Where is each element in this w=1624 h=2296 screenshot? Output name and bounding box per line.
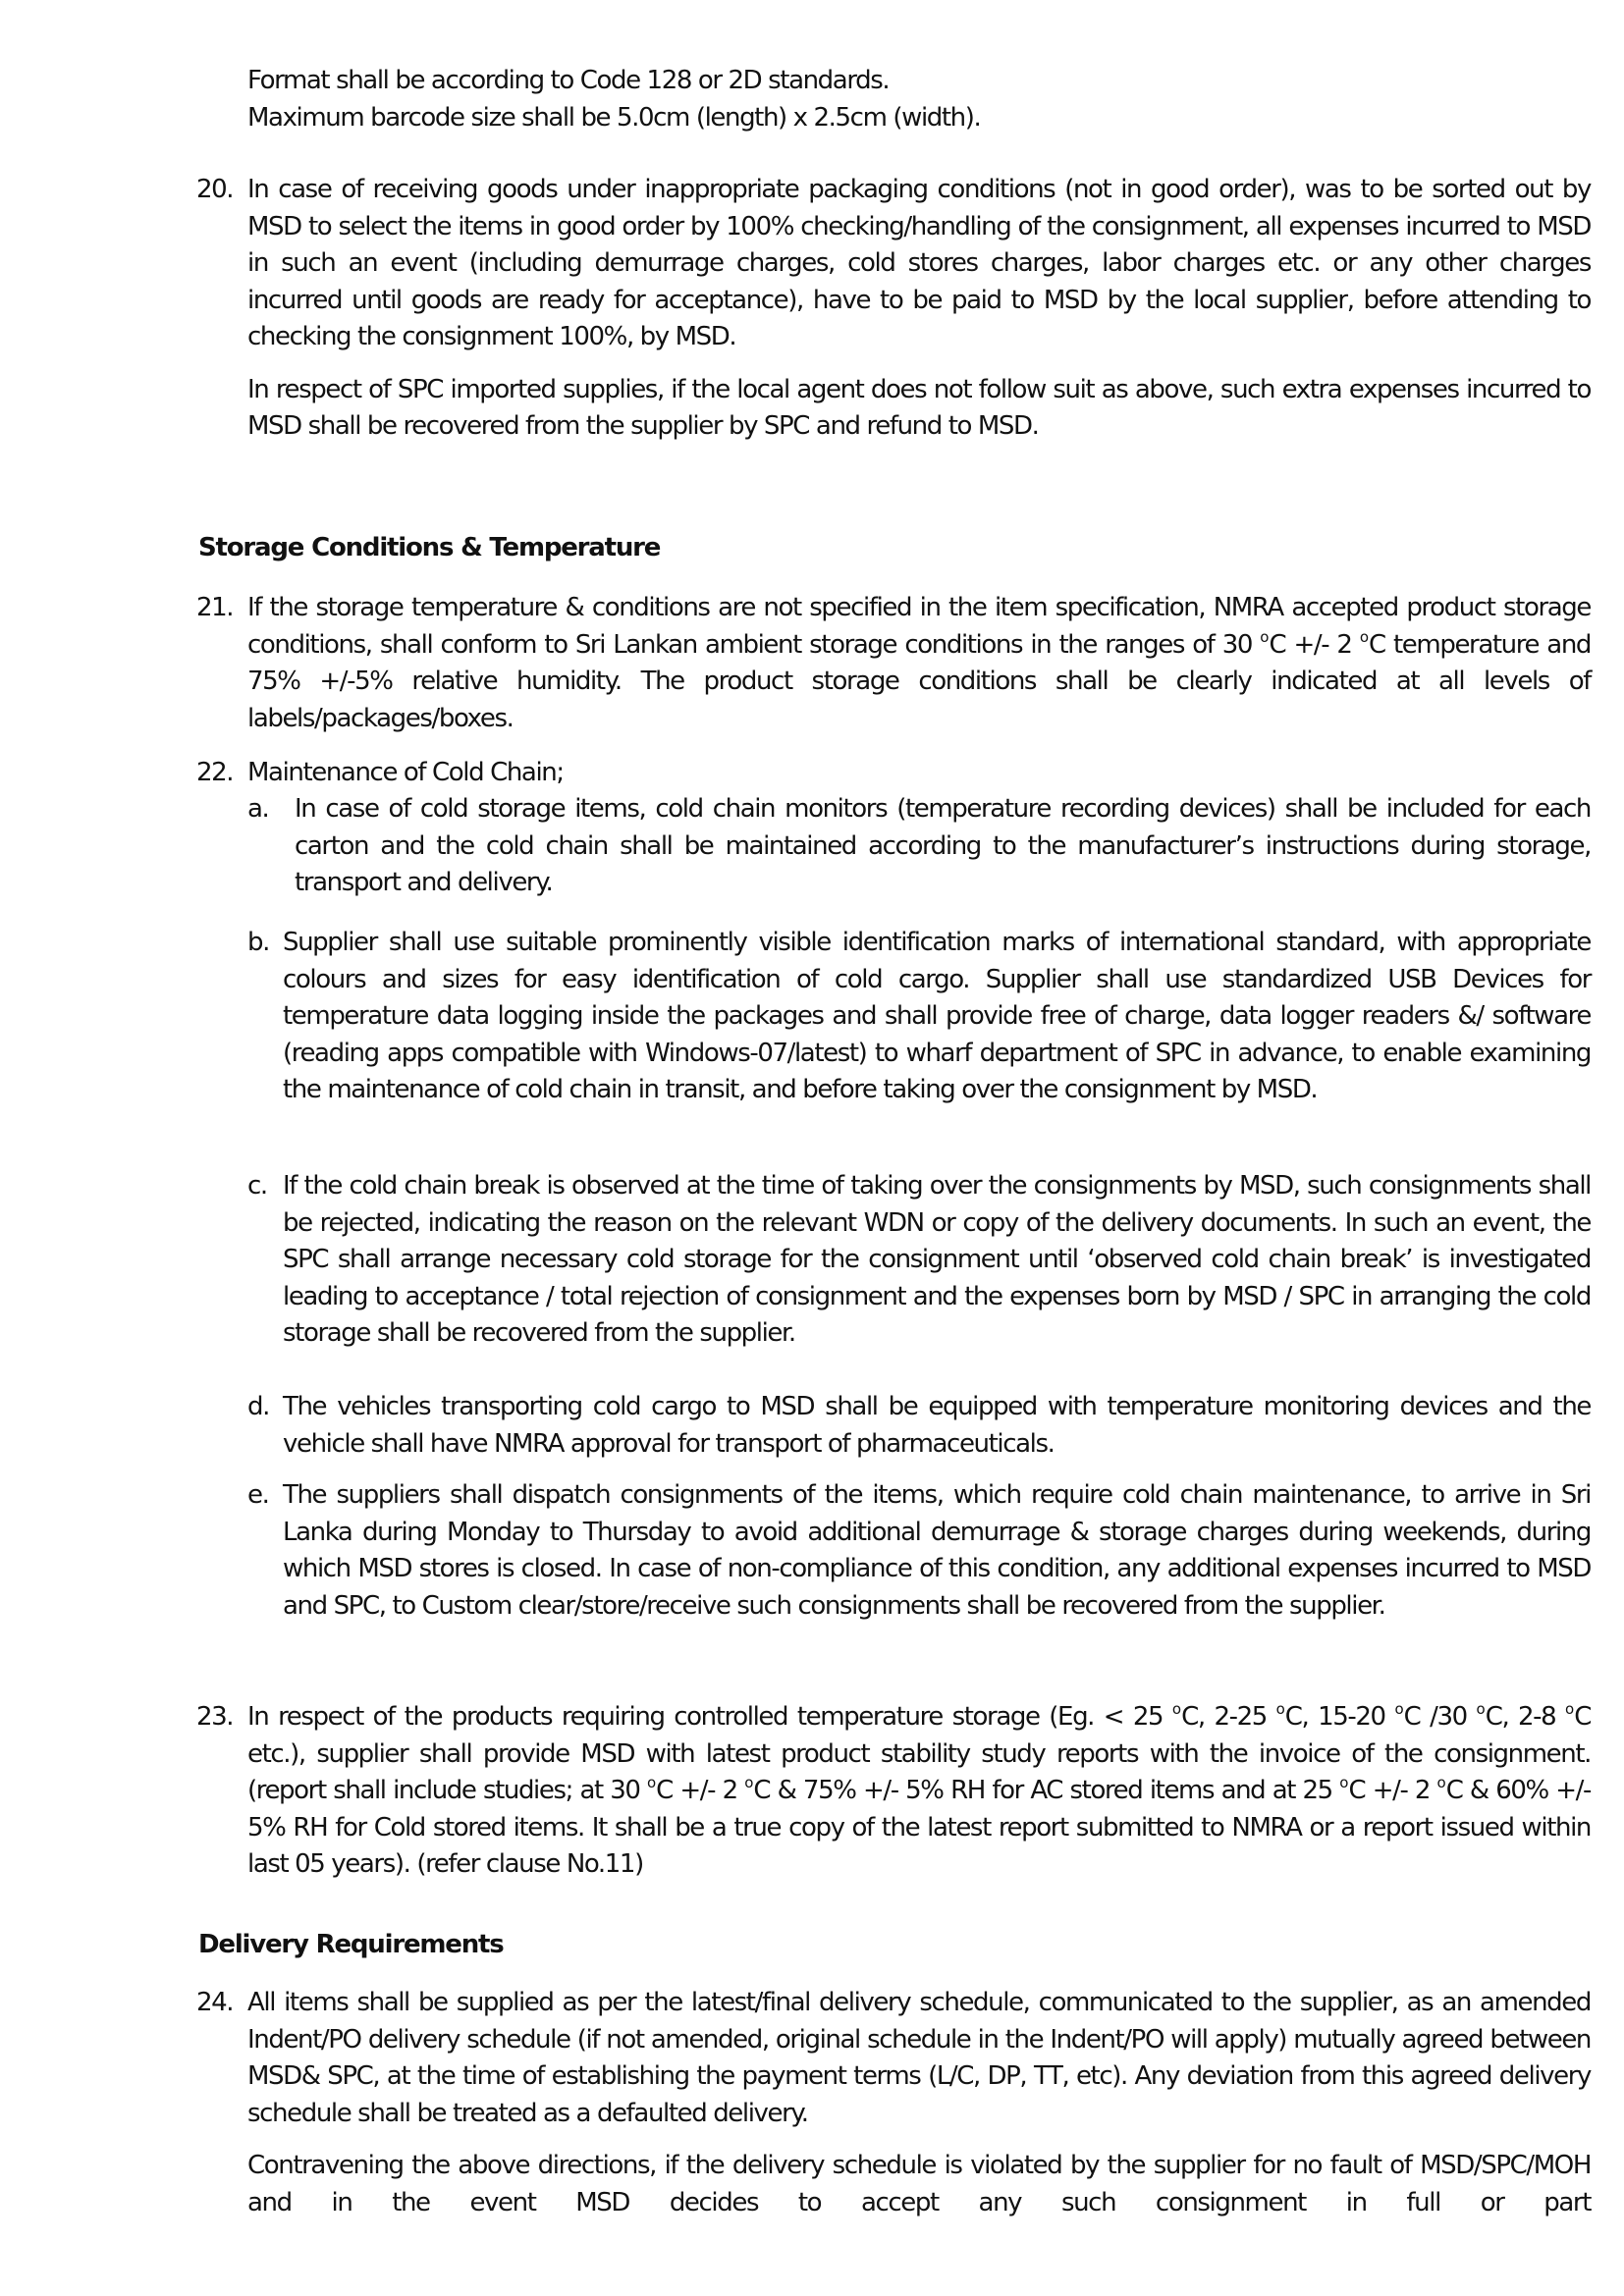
- text-segment: C etc.), supplier shall provide MSD with latest product stability study reports with the invoice of the consignment.(report shall include studies; at 30: [247, 1702, 1591, 1805]
- text-segment: C +/- 2: [1348, 1776, 1437, 1805]
- clause-22-item-e: [247, 1477, 1591, 1625]
- clause-24-text: All items shall be supplied as per the latest/final delivery schedule, communicated to the supplier, as an amended Indent/PO delivery schedule (if not amended, original schedule in the Indent/PO will apply) mutually agreed between MSD& SPC, at the time of establishing the payment terms (L/C, DP, TT, etc). Any deviation from this agreed delivery schedule shall be treated as a defaulted delivery.: [247, 1988, 1591, 2128]
- clause-21-text: [247, 590, 1591, 737]
- item-letter: e.: [247, 1480, 269, 1510]
- clause-22-item-c: [247, 1168, 1591, 1353]
- text-segment: C +/- 2: [1269, 629, 1360, 660]
- clause-number: 22.: [196, 758, 234, 787]
- clause-number: 21.: [196, 593, 234, 622]
- text-segment: C, 2-25: [1181, 1702, 1276, 1732]
- barcode-format-text: [247, 63, 1591, 136]
- text-segment: C & 75% +/- 5% RH for AC stored items and at 25: [753, 1776, 1340, 1805]
- degree-symbol: o: [1476, 1700, 1486, 1718]
- item-text: The vehicles transporting cold cargo to MSD shall be equipped with temperature monitoring devices and the vehicle shall have NMRA approval for transport of pharmaceuticals.: [283, 1392, 1591, 1459]
- text-segment: C temperature and 75% +/-5% relative humidity. The product storage conditions shall be clearly indicated at all levels of labels/packages/boxes.: [247, 629, 1592, 733]
- clause-24: [196, 1985, 1591, 2221]
- item-text: Supplier shall use suitable prominently visible identification marks of international standard, with appropriate colours and sizes for easy identification of cold cargo. Supplier shall use standardized USB Devices for temperature data logging inside the packages and shall provide free of charge, data logger readers &/ software (reading apps compatible with Windows-07/latest) to wharf department of SPC in advance, to enable examining the maintenance of cold chain in transit, and before taking over the consignment by MSD.: [283, 928, 1591, 1104]
- text-segment: If the storage temperature & conditions are not specified in the item specification, NMRA accepted product storage conditions, shall conform to Sri Lankan ambient storage conditions in the ranges of 30: [247, 593, 1591, 660]
- clause-20-text: In case of receiving goods under inappropriate packaging conditions (not in good order), was to be sorted out by MSD to select the items in good order by 100% checking/handling of the consignment, all expenses incurred to MSD in such an event (including demurrage charges, cold stores charges, labor charges etc. or any other charges incurred until goods are ready for acceptance), have to be paid to MSD by the local supplier, before attending to checking the consignment 100%, by MSD.: [247, 175, 1591, 351]
- clause-number: 24.: [196, 1988, 234, 2017]
- item-letter: b.: [247, 928, 269, 957]
- barcode-format-line: Format shall be according to Code 128 or 2D standards.: [247, 66, 890, 95]
- clause-20: [196, 172, 1591, 446]
- degree-symbol: o: [744, 1774, 754, 1791]
- clause-22-item-d: [247, 1389, 1591, 1463]
- item-text: The suppliers shall dispatch consignments of the items, which require cold chain maintenance, to arrive in Sri Lanka during Monday to Thursday to avoid additional demurrage & storage charges during weekends, during which MSD stores is closed. In case of non-compliance of this condition, any additional expenses incurred to MSD and SPC, to Custom clear/store/receive such consignments shall be recovered from the supplier.: [283, 1480, 1591, 1621]
- degree-symbol: o: [1359, 627, 1370, 646]
- clause-22-item-a: [247, 791, 1591, 902]
- item-letter: a.: [247, 794, 269, 824]
- text-segment: C & 60% +/- 5% RH for Cold stored items. It shall be a true copy of the latest report submitted to NMRA or a report issued within last 05 years). (refer clause No.11): [247, 1776, 1592, 1879]
- degree-symbol: o: [646, 1774, 657, 1791]
- clause-22-title: Maintenance of Cold Chain;: [247, 758, 564, 787]
- degree-symbol: o: [1394, 1700, 1404, 1718]
- clause-23-text: [247, 1699, 1591, 1884]
- text-segment: C /30: [1403, 1702, 1477, 1732]
- degree-symbol: o: [1171, 1700, 1182, 1718]
- degree-symbol: o: [1565, 1700, 1575, 1718]
- item-text: In case of cold storage items, cold chain monitors (temperature recording devices) shall be included for each carton and the cold chain shall be maintained according to the manufacturer’s instructions during storage, transport and delivery.: [295, 794, 1591, 897]
- clause-22-item-b: [247, 925, 1591, 1109]
- item-text: If the cold chain break is observed at the time of taking over the consignments by MSD, such consignments shall be rejected, indicating the reason on the relevant WDN or copy of the delivery documents. In such an event, the SPC shall arrange necessary cold storage for the consignment until ‘observed cold chain break’ is investigated leading to acceptance / total rejection of consignment and the expenses born by MSD / SPC in arranging the cold storage shall be recovered from the supplier.: [283, 1171, 1591, 1348]
- clause-22: [196, 755, 1591, 792]
- barcode-size-line: Maximum barcode size shall be 5.0cm (length) x 2.5cm (width).: [247, 102, 981, 133]
- clause-number: 20.: [196, 175, 234, 204]
- degree-symbol: o: [1260, 627, 1270, 646]
- item-letter: c.: [247, 1171, 267, 1201]
- degree-symbol: o: [1275, 1700, 1285, 1718]
- section-heading-storage: Storage Conditions & Temperature: [198, 533, 661, 562]
- text-segment: C +/- 2: [656, 1776, 745, 1805]
- text-segment: C, 2-8: [1485, 1702, 1566, 1732]
- clause-20-para2: In respect of SPC imported supplies, if the local agent does not follow suit as above, such extra expenses incurred to MSD shall be recovered from the supplier by SPC and refund to MSD.: [247, 374, 1591, 441]
- clause-21: [196, 590, 1591, 737]
- section-heading-delivery: Delivery Requirements: [198, 1930, 504, 1959]
- degree-symbol: o: [1436, 1774, 1446, 1791]
- clause-number: 23.: [196, 1702, 234, 1732]
- text-segment: In respect of the products requiring controlled temperature storage (Eg. < 25: [247, 1702, 1172, 1732]
- degree-symbol: o: [1339, 1774, 1349, 1791]
- item-letter: d.: [247, 1392, 269, 1421]
- text-segment: C, 15-20: [1284, 1702, 1395, 1732]
- clause-24-para2: Contravening the above directions, if the delivery schedule is violated by the supplier for no fault of MSD/SPC/MOH and in the event MSD decides to accept any such consignment in full or part: [247, 2151, 1591, 2217]
- clause-23: [196, 1699, 1591, 1884]
